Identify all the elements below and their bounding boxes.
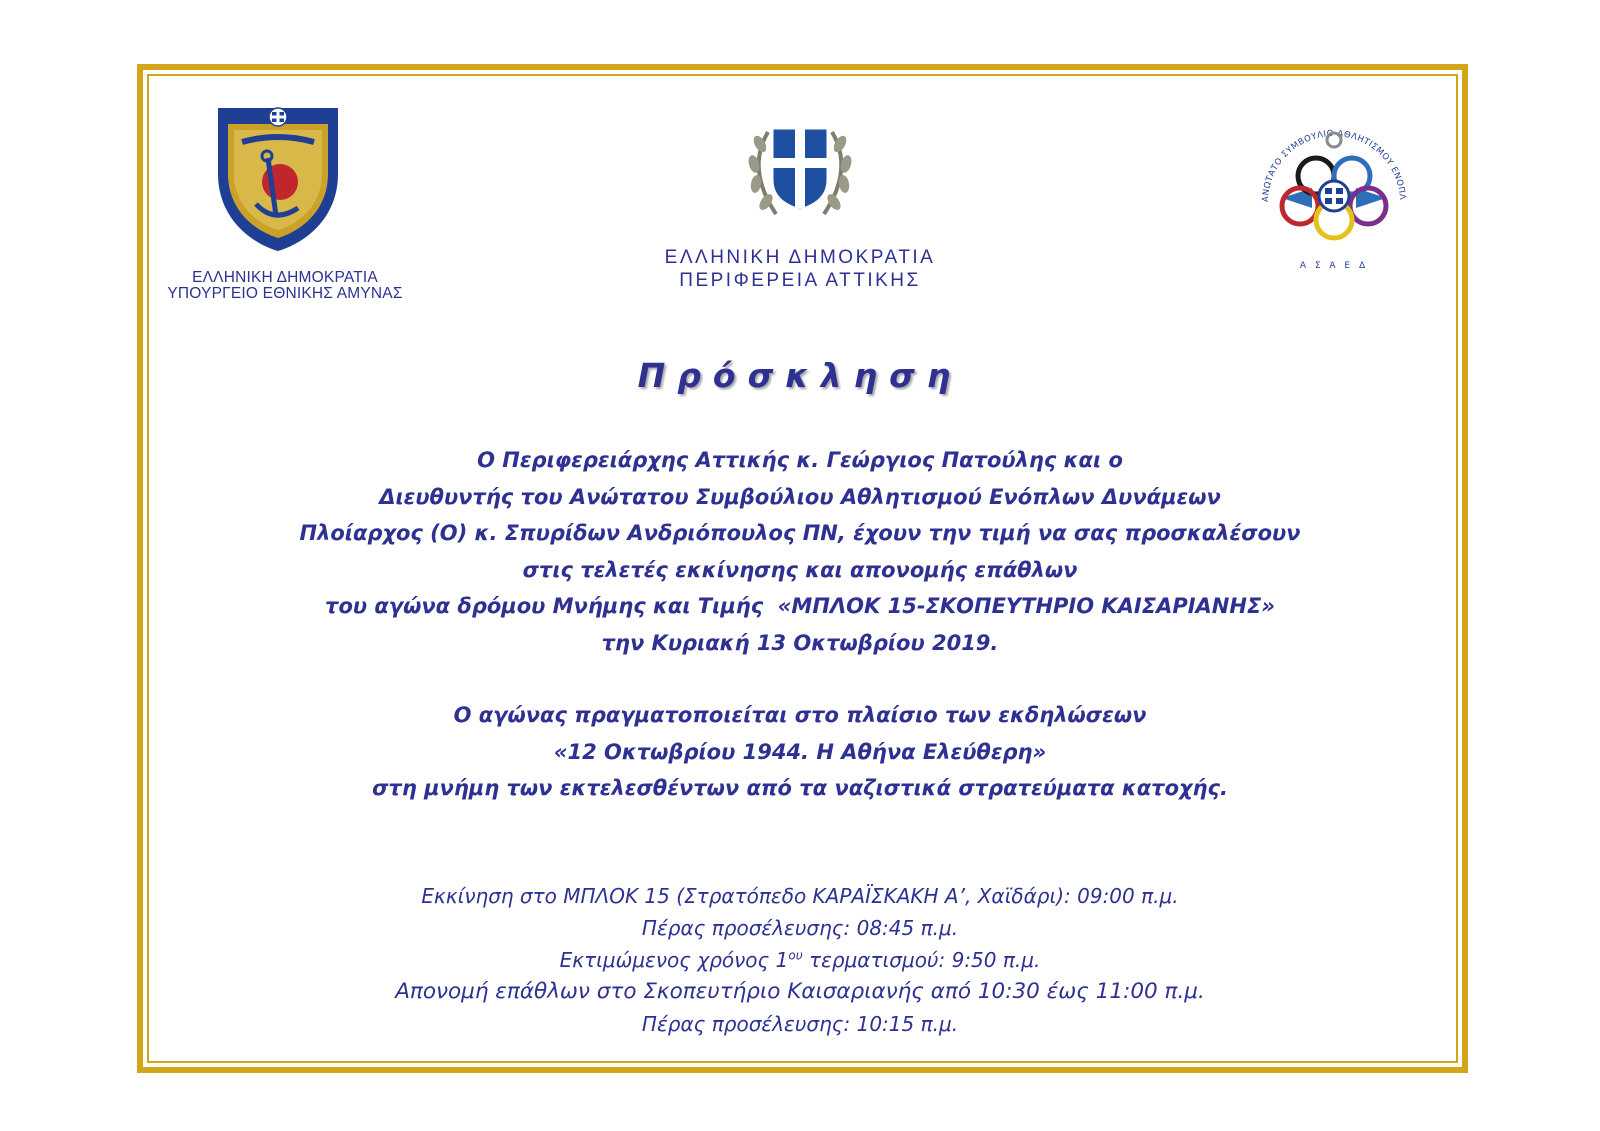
caption-left-line1: ΕΛΛΗΝΙΚΗ ΔΗΜΟΚΡΑΤΙΑ [192, 269, 378, 286]
paragraph2-line: «12 Οκτωβρίου 1944. Η Αθήνα Ελεύθερη» [553, 739, 1047, 764]
caption-center-line2: ΠΕΡΙΦΕΡΕΙΑ ΑΤΤΙΚΗΣ [679, 269, 921, 291]
navy-shield-emblem-icon [212, 104, 344, 254]
paragraph1-line: Πλοίαρχος (Ο) κ. Σπυρίδων Ανδριόπουλος ΠΝ, έχουν την τιμή να σας προσκαλέσουν [299, 521, 1301, 546]
svg-text:ΑΝΩΤΑΤΟ ΣΥΜΒΟΥΛΙΟ ΑΘΛΗΤΙΣΜΟΥ Ε: ΑΝΩΤΑΤΟ ΣΥΜΒΟΥΛΙΟ ΑΘΛΗΤΙΣΜΟΥ ΕΝΟΠΛ [1260, 128, 1408, 203]
paragraph2-line: Ο αγώνας πραγματοποιείται στο πλαίσιο των εκδηλώσεων [453, 703, 1147, 727]
context-paragraph [0, 697, 1600, 807]
paragraph2-line: στη μνήμη των εκτελεσθέντων από τα ναζιστικά στρατεύματα κατοχής. [372, 776, 1228, 801]
svg-text:Α Σ Α Ε Δ: Α Σ Α Ε Δ [1299, 261, 1369, 271]
page-title: Πρόσκληση [637, 356, 963, 395]
invitation-paragraph [0, 442, 1600, 662]
schedule-start: Εκκίνηση στο ΜΠΛΟΚ 15 (Στρατόπεδο ΚΑΡΑΪΣΚΑΚΗ Α’, Χαϊδάρι): 09:00 π.μ. [421, 884, 1179, 908]
schedule-arrival: Πέρας προσέλευσης: 08:45 π.μ. [641, 916, 959, 940]
region-caption [620, 247, 980, 293]
asaed-rings-emblem-icon [1254, 116, 1414, 276]
schedule-awards: Απονομή επάθλων στο Σκοπευτήριο Καισαριανής από 10:30 έως 11:00 π.μ. [395, 979, 1205, 1004]
paragraph1-line: στις τελετές εκκίνησης και απονομής επάθλων [522, 557, 1078, 582]
caption-left-line2: ΥΠΟΥΡΓΕΙΟ ΕΘΝΙΚΗΣ ΑΜΥΝΑΣ [167, 285, 403, 303]
schedule-arrival: Πέρας προσέλευσης: 10:15 π.μ. [641, 1012, 959, 1036]
greek-state-coat-of-arms-icon [738, 114, 862, 226]
paragraph1-line: την Κυριακή 13 Οκτωβρίου 2019. [601, 630, 999, 655]
paragraph1-line: Ο Περιφερειάρχης Αττικής κ. Γεώργιος Πατούλης και ο [477, 448, 1123, 472]
schedule-block [0, 880, 1600, 1040]
caption-center-line1: ΕΛΛΗΝΙΚΗ ΔΗΜΟΚΡΑΤΙΑ [664, 247, 936, 268]
schedule-finish-estimate: Εκτιμώμενος χρόνος $1^{o\upsilon}$ τερματισμού: 9:50 π.μ. [559, 948, 1041, 972]
paragraph1-line: του αγώνα δρόμου Μνήμης και Τιμής «ΜΠΛΟΚ 15-ΣΚΟΠΕΥΤΗΡΙΟ ΚΑΙΣΑΡΙΑΝΗΣ» [325, 594, 1275, 619]
paragraph1-line: Διευθυντής του Ανώτατου Συμβούλιου Αθλητισμού Ενόπλων Δυνάμεων [379, 484, 1221, 509]
ministry-caption [150, 270, 420, 303]
